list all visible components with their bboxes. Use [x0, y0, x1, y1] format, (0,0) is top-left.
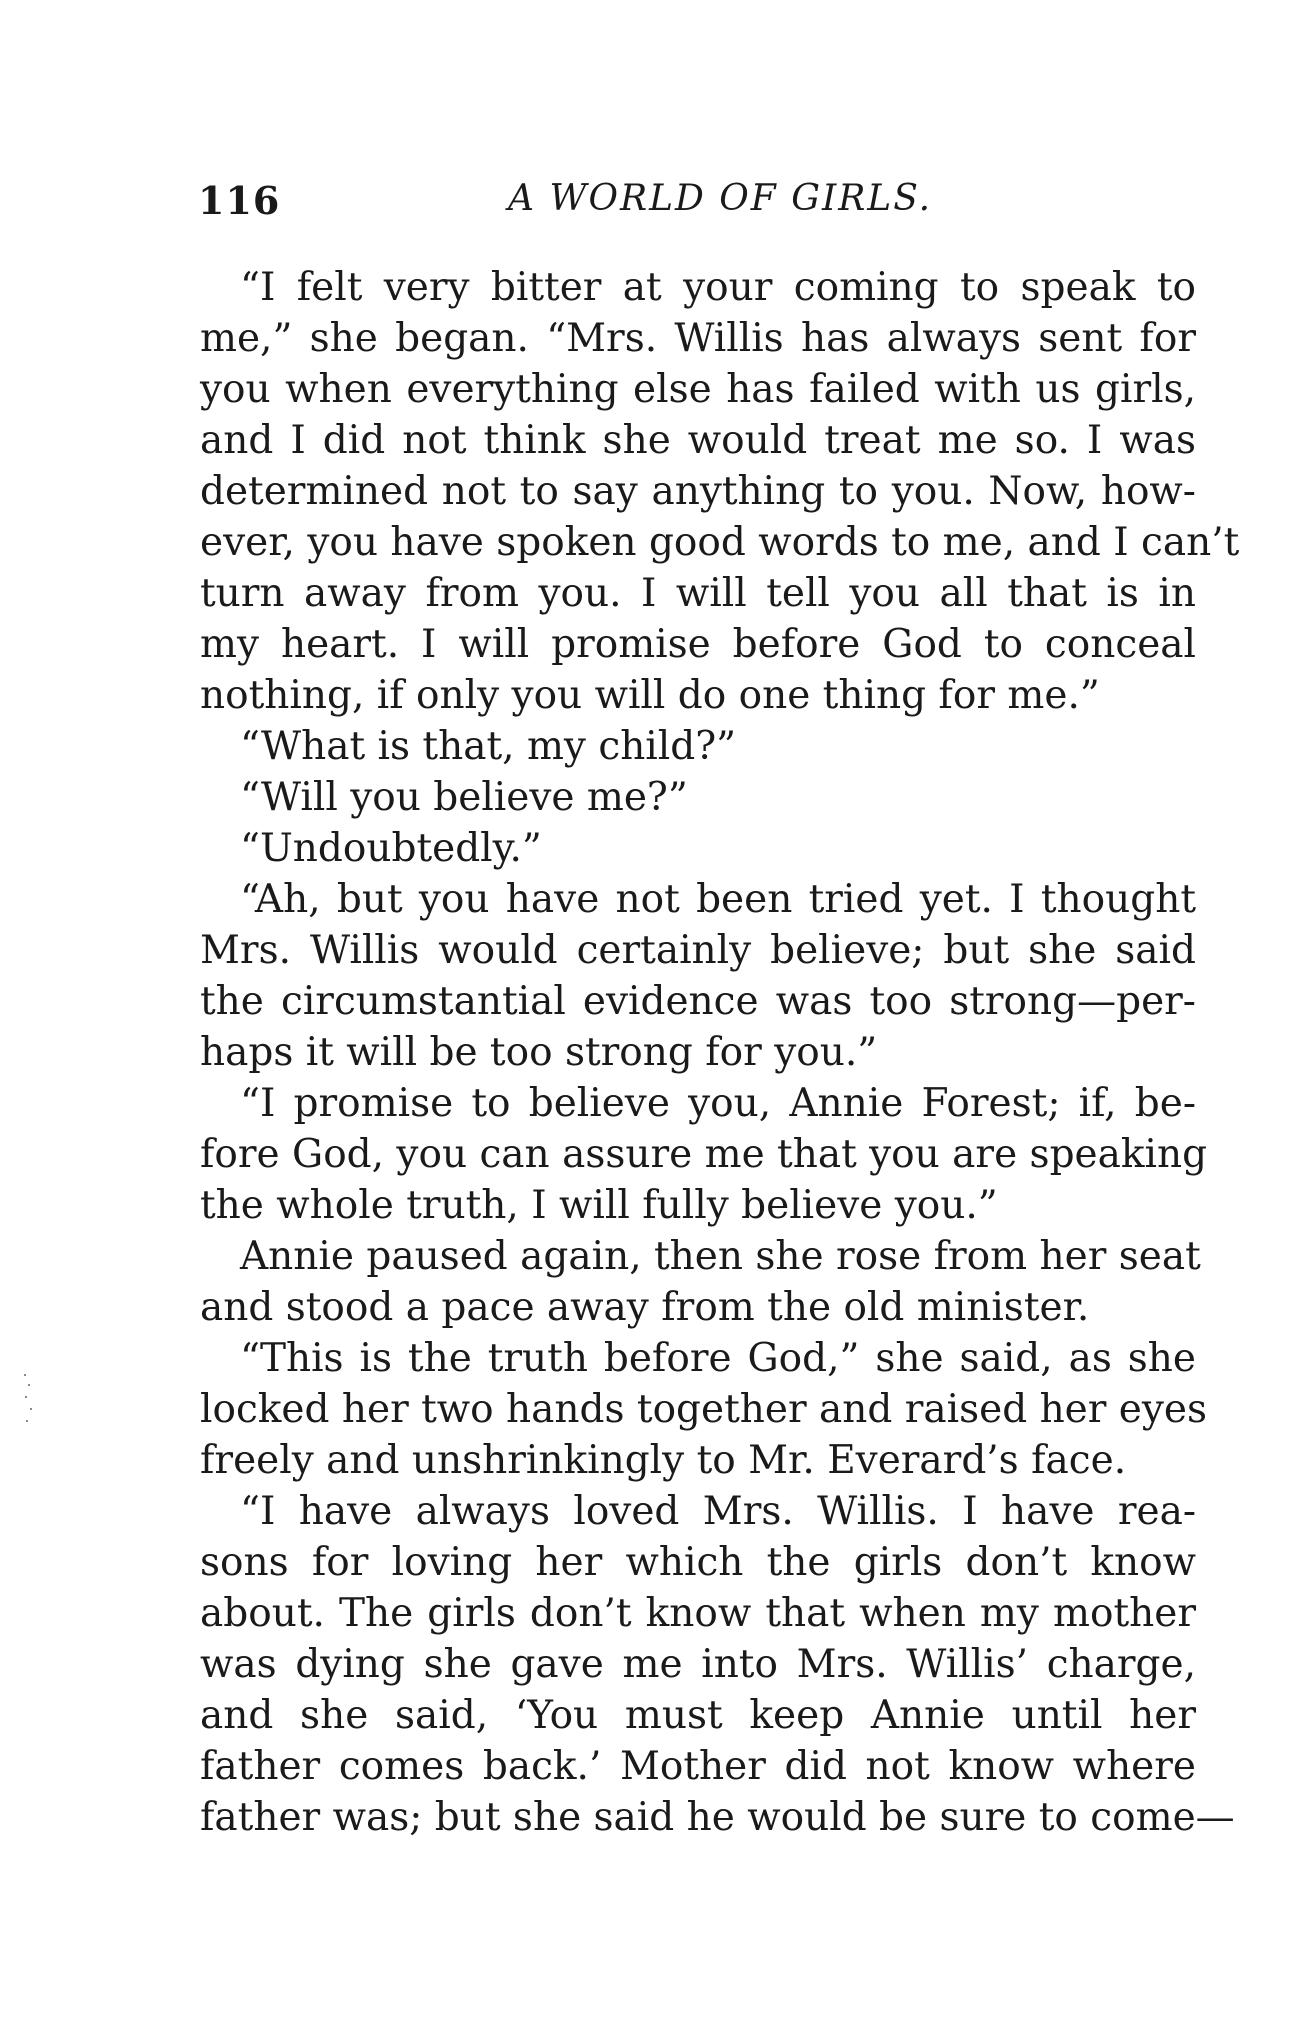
- text-line: “Ah, but you have not been tried yet. I thought: [240, 877, 1196, 922]
- text-line: fore God, you can assure me that you are speaking: [200, 1132, 1208, 1177]
- text-line: my heart. I will promise before God to conceal: [200, 622, 1196, 667]
- text-line: father comes back.’ Mother did not know where: [200, 1744, 1196, 1789]
- text-line: “This is the truth before God,” she said, as she: [240, 1336, 1196, 1381]
- text-line: the whole truth, I will fully believe you.”: [200, 1183, 998, 1228]
- text-line: “Will you believe me?”: [240, 775, 688, 820]
- text-line: “I have always loved Mrs. Willis. I have rea-: [240, 1489, 1196, 1534]
- text-line: “What is that, my child?”: [240, 724, 737, 769]
- text-line: about. The girls don’t know that when my mother: [200, 1591, 1196, 1636]
- text-line: “I promise to believe you, Annie Forest; if, be-: [240, 1081, 1196, 1126]
- page-header: [198, 178, 1198, 238]
- text-line: and I did not think she would treat me so. I was: [200, 418, 1196, 463]
- text-line: Annie paused again, then she rose from her seat: [240, 1234, 1201, 1279]
- text-line: me,” she began. “Mrs. Willis has always sent for: [200, 316, 1196, 361]
- text-line: freely and unshrinkingly to Mr. Everard’s face.: [200, 1438, 1127, 1483]
- body-text: [200, 262, 1240, 1843]
- text-line: the circumstantial evidence was too strong—per-: [200, 979, 1196, 1024]
- text-line: nothing, if only you will do one thing for me.”: [200, 673, 1100, 718]
- text-line: sons for loving her which the girls don’t know: [200, 1540, 1196, 1585]
- text-line: haps it will be too strong for you.”: [200, 1030, 878, 1075]
- text-line: and she said, ‘You must keep Annie until her: [200, 1693, 1196, 1738]
- text-line: Mrs. Willis would certainly believe; but she said: [200, 928, 1196, 973]
- text-line: determined not to say anything to you. Now, how-: [200, 469, 1196, 514]
- text-line: ever, you have spoken good words to me, and I can’t: [200, 520, 1240, 565]
- text-line: and stood a pace away from the old minister.: [200, 1285, 1090, 1330]
- text-line: father was; but she said he would be sure to come—: [200, 1795, 1235, 1840]
- margin-specks: [22, 1370, 34, 1430]
- text-line: “I felt very bitter at your coming to speak to: [240, 265, 1196, 310]
- text-line: you when everything else has failed with us girls,: [200, 367, 1196, 412]
- text-line: “Undoubtedly.”: [240, 826, 542, 871]
- text-line: was dying she gave me into Mrs. Willis’ charge,: [200, 1642, 1196, 1687]
- page-number: 116: [198, 178, 281, 223]
- text-line: locked her two hands together and raised her eyes: [200, 1387, 1208, 1432]
- running-title: A WORLD OF GIRLS.: [508, 178, 933, 219]
- text-line: turn away from you. I will tell you all that is in: [200, 571, 1196, 616]
